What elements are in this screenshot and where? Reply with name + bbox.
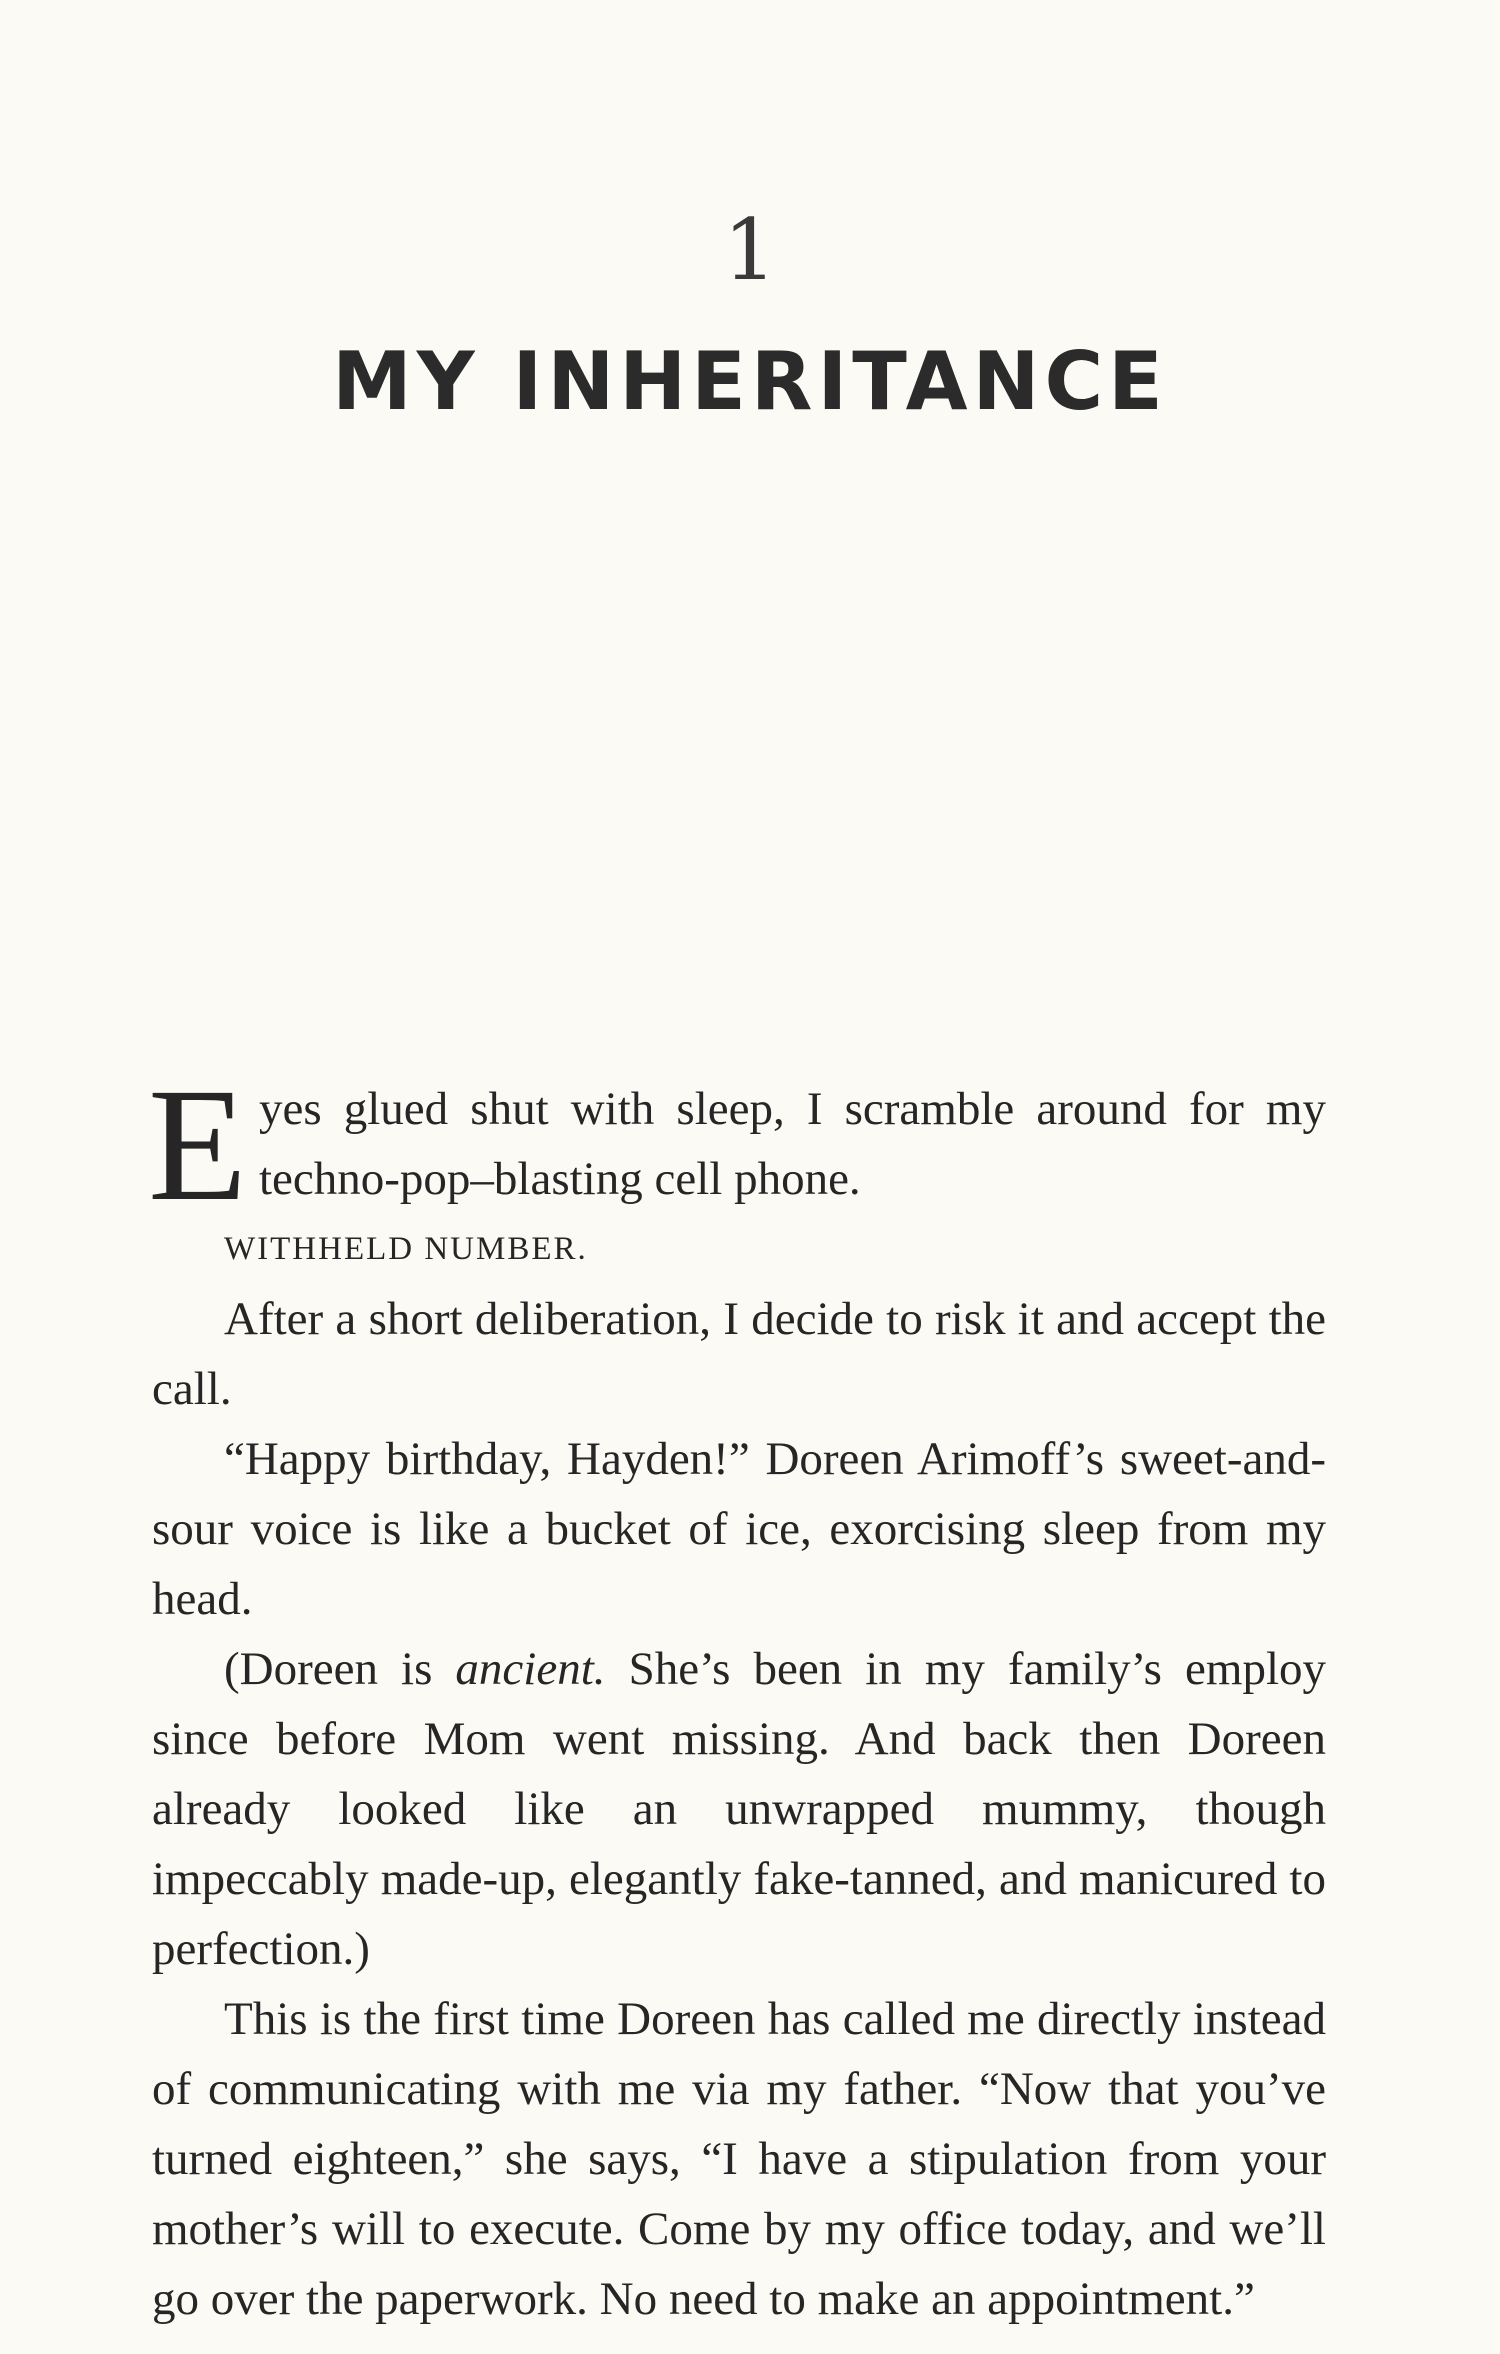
- paragraph-1: [148, 1056, 1326, 1235]
- paragraph-5: [152, 1634, 1326, 1984]
- chapter-number: 1: [723, 201, 777, 299]
- paragraph-2: WITHHELD NUMBER.: [224, 1231, 588, 1267]
- paragraph-6: This is the first time Doreen has called me directly instead of communicating with me via my father. “Now that you’ve turned eighteen,” she says, “I have a stipulation from your mother’s will to execute. Come by my office today, and we’ll go over the paperwork. No need to make an appointment.”: [152, 1993, 1326, 2325]
- paragraph-5-before: (Doreen is: [224, 1643, 456, 1695]
- paragraph-3: After a short deliberation, I decide to risk it and accept the call.: [152, 1293, 1326, 1415]
- paragraph-5-after: She’s been in my family’s employ since before Mom went missing. And back then Doreen already looked like an unwrapped mummy, though impeccably made-up, elegantly fake-tanned, and manicured to perfection.): [152, 1643, 1326, 1975]
- paragraph-5-italic: ancient.: [455, 1643, 606, 1695]
- drop-cap: E: [148, 1056, 247, 1235]
- paragraph-4: “Happy birthday, Hayden!” Doreen Arimoff’s sweet-and-sour voice is like a bucket of ice, exorcising sleep from my head.: [152, 1433, 1326, 1625]
- chapter-title: MY INHERITANCE: [332, 335, 1168, 428]
- paragraph-1-text: yes glued shut with sleep, I scramble around for my techno-pop–blasting cell phone.: [258, 1083, 1326, 1205]
- chapter-body: [148, 1056, 1326, 2334]
